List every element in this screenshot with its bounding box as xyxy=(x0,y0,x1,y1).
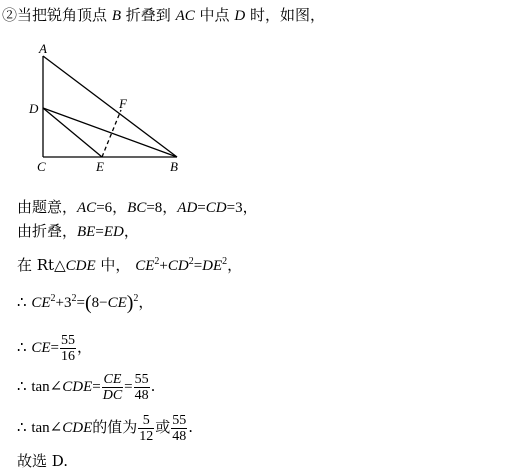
label-f: F xyxy=(119,96,127,111)
label-e: E xyxy=(96,159,104,174)
label-d: D xyxy=(29,101,39,116)
segment-ab xyxy=(43,56,177,157)
fraction-55-48-answer: $\frac{55}{48}$ xyxy=(172,412,187,444)
fraction-55-48: $\frac{55}{48}$ xyxy=(134,371,149,403)
circled-number: ② xyxy=(2,6,18,24)
solution-line-2: 由折叠，BE=ED， xyxy=(17,222,139,240)
fraction-ce-dc: $\frac{CE}{DC}$ xyxy=(102,371,123,403)
solution-line-1: 由题意，AC=6，BC=8，AD=CD=3， xyxy=(17,198,258,216)
segment-de xyxy=(43,108,102,157)
label-b: B xyxy=(170,159,178,174)
fraction-5-12: $\frac{5}{12}$ xyxy=(139,412,154,444)
solution-line-4: ∴ $CE^2+3^2=(8-CE)^2$， xyxy=(17,292,154,314)
solution-line-8: 故选 D. xyxy=(17,452,69,470)
solution-line-3: 在 Rt△CDE 中， $CE^2+CD^2=DE^2$， xyxy=(17,256,243,274)
heading-line: ②当把锐角顶点 B 折叠到 AC 中点 D 时，如图， xyxy=(2,6,325,24)
segment-db xyxy=(43,108,177,157)
label-c: C xyxy=(37,159,46,174)
solution-line-5: ∴ CE= $\frac{55}{16}$ ， xyxy=(17,332,92,364)
fraction-55-16: $\frac{55}{16}$ xyxy=(60,332,75,364)
solution-line-7: ∴ tan∠CDE的值为 $\frac{5}{12}$ 或 $\frac{55}{48}$ . xyxy=(17,412,194,444)
solution-line-6: ∴ tan∠CDE= $\frac{CE}{DC}$ = $\frac{55}{48}$ . xyxy=(17,371,156,403)
label-a: A xyxy=(39,41,47,56)
